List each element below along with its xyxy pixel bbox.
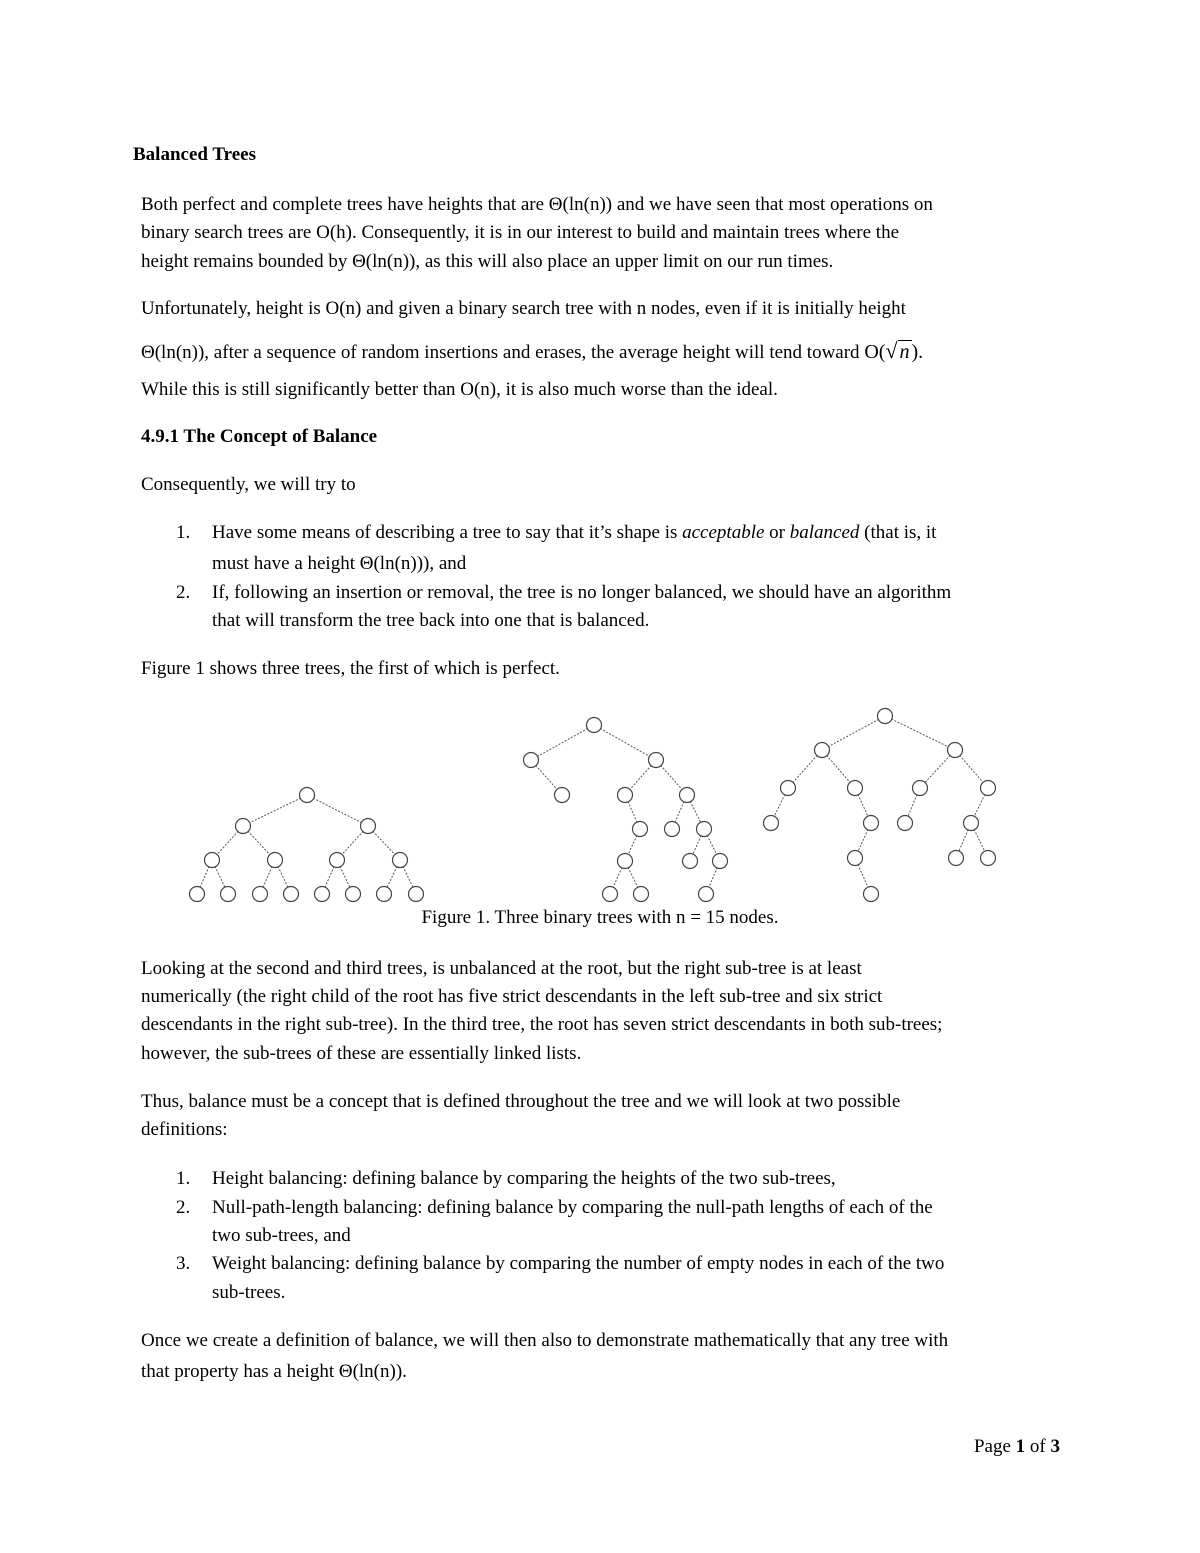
para2-line-2-text: Θ(ln(n)), after a sequence of random insertions and erases, the average height will tend toward (141, 342, 860, 363)
para6-line-1: Thus, balance must be a concept that is defined throughout the tree and we will look at two possible (141, 1091, 901, 1112)
tree-1-node (268, 853, 283, 868)
list1-item-1-text-a: Have some means of describing a tree to say that it’s shape is (212, 522, 683, 543)
sqrt-icon: √ (885, 338, 898, 363)
tree-3-node (781, 781, 796, 796)
para5-line-1: Looking at the second and third trees, is unbalanced at the root, but the right sub-tree is at least (141, 958, 862, 979)
tree-3-node (898, 816, 913, 831)
tree-3-node (815, 743, 830, 758)
figure-three-trees (0, 690, 1200, 910)
tree-1-edge (307, 795, 368, 826)
list2-item-1-line-1: Height balancing: defining balance by comparing the heights of the two sub-trees, (212, 1168, 836, 1189)
tree-3-node (913, 781, 928, 796)
tree-1-node (377, 887, 392, 902)
tree-1-node (330, 853, 345, 868)
list1-item-1-emph-acceptable: acceptable (682, 522, 765, 543)
tree-3-node (864, 816, 879, 831)
tree-2-node (618, 788, 633, 803)
tree-1-node (190, 887, 205, 902)
list1-item-1-text-b: or (764, 522, 790, 543)
figure-caption (0, 907, 1200, 929)
tree-3-node (964, 816, 979, 831)
tree-1-node (253, 887, 268, 902)
tree-3-node (864, 887, 879, 902)
tree-2-edge (531, 725, 594, 760)
list2-num-2: 2. (176, 1197, 191, 1218)
tree-3-edge (822, 716, 885, 750)
list1-num-1: 1. (176, 522, 191, 543)
list1-item-1-text-c: (that is, it (859, 522, 937, 543)
tree-3-node (848, 781, 863, 796)
footer-of-label: of (1025, 1436, 1051, 1457)
sqrt-close: ). (911, 341, 924, 363)
tree-2-node (587, 718, 602, 733)
tree-2-node (633, 822, 648, 837)
tree-2-node (524, 753, 539, 768)
tree-edges (197, 716, 988, 894)
tree-2-node (634, 887, 649, 902)
para7-line-2: that property has a height Θ(ln(n)). (141, 1361, 407, 1382)
sqrt-radicand: n (899, 341, 910, 363)
para2-line-3: While this is still significantly better than O(n), it is also much worse than the ideal. (141, 379, 778, 400)
tree-3-edge (885, 716, 955, 750)
tree-nodes (190, 709, 996, 902)
para3: Consequently, we will try to (141, 474, 356, 495)
tree-1-node (315, 887, 330, 902)
para2-line-2 (141, 338, 923, 364)
tree-1-node (221, 887, 236, 902)
list1-num-2: 2. (176, 582, 191, 603)
tree-1-edge (243, 795, 307, 826)
tree-2-node (697, 822, 712, 837)
list2-item-3-line-2: sub-trees. (212, 1282, 286, 1303)
tree-2-node (555, 788, 570, 803)
list1-item-2-line-2: that will transform the tree back into one that is balanced. (212, 610, 650, 631)
list2-item-3-line-1: Weight balancing: defining balance by comparing the number of empty nodes in each of the two (212, 1253, 945, 1274)
footer-page-label: Page (973, 1436, 1016, 1457)
section-title: 4.9.1 The Concept of Balance (141, 426, 378, 447)
list1-item-1-line-1 (212, 522, 936, 544)
list1-item-2-line-1: If, following an insertion or removal, the tree is no longer balanced, we should have an algorithm (212, 582, 952, 603)
tree-2-node (680, 788, 695, 803)
list2-item-2-line-1: Null-path-length balancing: defining balance by comparing the null-path lengths of each of the (212, 1197, 933, 1218)
list2-num-3: 3. (176, 1253, 191, 1274)
footer-page-number: 1 (1015, 1436, 1026, 1457)
tree-1-node (205, 853, 220, 868)
sqrt-expression (864, 338, 923, 364)
tree-3-node (949, 851, 964, 866)
para5-line-4: however, the sub-trees of these are essentially linked lists. (141, 1043, 582, 1064)
tree-1-node (393, 853, 408, 868)
intro-line-3: height remains bounded by Θ(ln(n)), as this will also place an upper limit on our run times. (141, 251, 834, 272)
para5-line-3: descendants in the right sub-tree). In the third tree, the root has seven strict descendants in both sub-trees; (141, 1014, 943, 1035)
page-footer (974, 1436, 1060, 1458)
tree-1-node (284, 887, 299, 902)
sqrt-open: O( (864, 341, 886, 363)
para4: Figure 1 shows three trees, the first of which is perfect. (141, 658, 560, 679)
tree-1-node (300, 788, 315, 803)
tree-3-node (848, 851, 863, 866)
page-title: Balanced Trees (133, 144, 256, 165)
intro-line-1: Both perfect and complete trees have heights that are Θ(ln(n)) and we have seen that most operations on (141, 194, 933, 215)
tree-3-node (981, 851, 996, 866)
footer-page-total: 3 (1050, 1436, 1060, 1457)
tree-2-node (618, 854, 633, 869)
tree-2-node (649, 753, 664, 768)
intro-line-2: binary search trees are O(h). Consequently, it is in our interest to build and maintain trees where the (141, 222, 900, 243)
tree-2-node (665, 822, 680, 837)
figure-caption-text: Figure 1. Three binary trees with n = 15 nodes. (421, 907, 779, 928)
tree-1-node (236, 819, 251, 834)
tree-1-node (361, 819, 376, 834)
para2-line-1: Unfortunately, height is O(n) and given a binary search tree with n nodes, even if it is initially height (141, 298, 906, 319)
tree-2-node (603, 887, 618, 902)
tree-2-node (699, 887, 714, 902)
list2-num-1: 1. (176, 1168, 191, 1189)
tree-3-node (764, 816, 779, 831)
tree-3-node (878, 709, 893, 724)
list1-item-1-emph-balanced: balanced (789, 522, 860, 543)
tree-2-node (713, 854, 728, 869)
tree-2-edge (594, 725, 656, 760)
para7-line-1: Once we create a definition of balance, we will then also to demonstrate mathematically that any tree with (141, 1330, 949, 1351)
list1-item-1-line-2: must have a height Θ(ln(n))), and (212, 553, 467, 574)
list2-item-2-line-2: two sub-trees, and (212, 1225, 351, 1246)
para6-line-2: definitions: (141, 1119, 228, 1140)
tree-2-node (683, 854, 698, 869)
tree-3-node (948, 743, 963, 758)
tree-1-node (409, 887, 424, 902)
tree-3-node (981, 781, 996, 796)
para5-line-2: numerically (the right child of the root has five strict descendants in the left sub-tree and six strict (141, 986, 883, 1007)
tree-1-node (346, 887, 361, 902)
